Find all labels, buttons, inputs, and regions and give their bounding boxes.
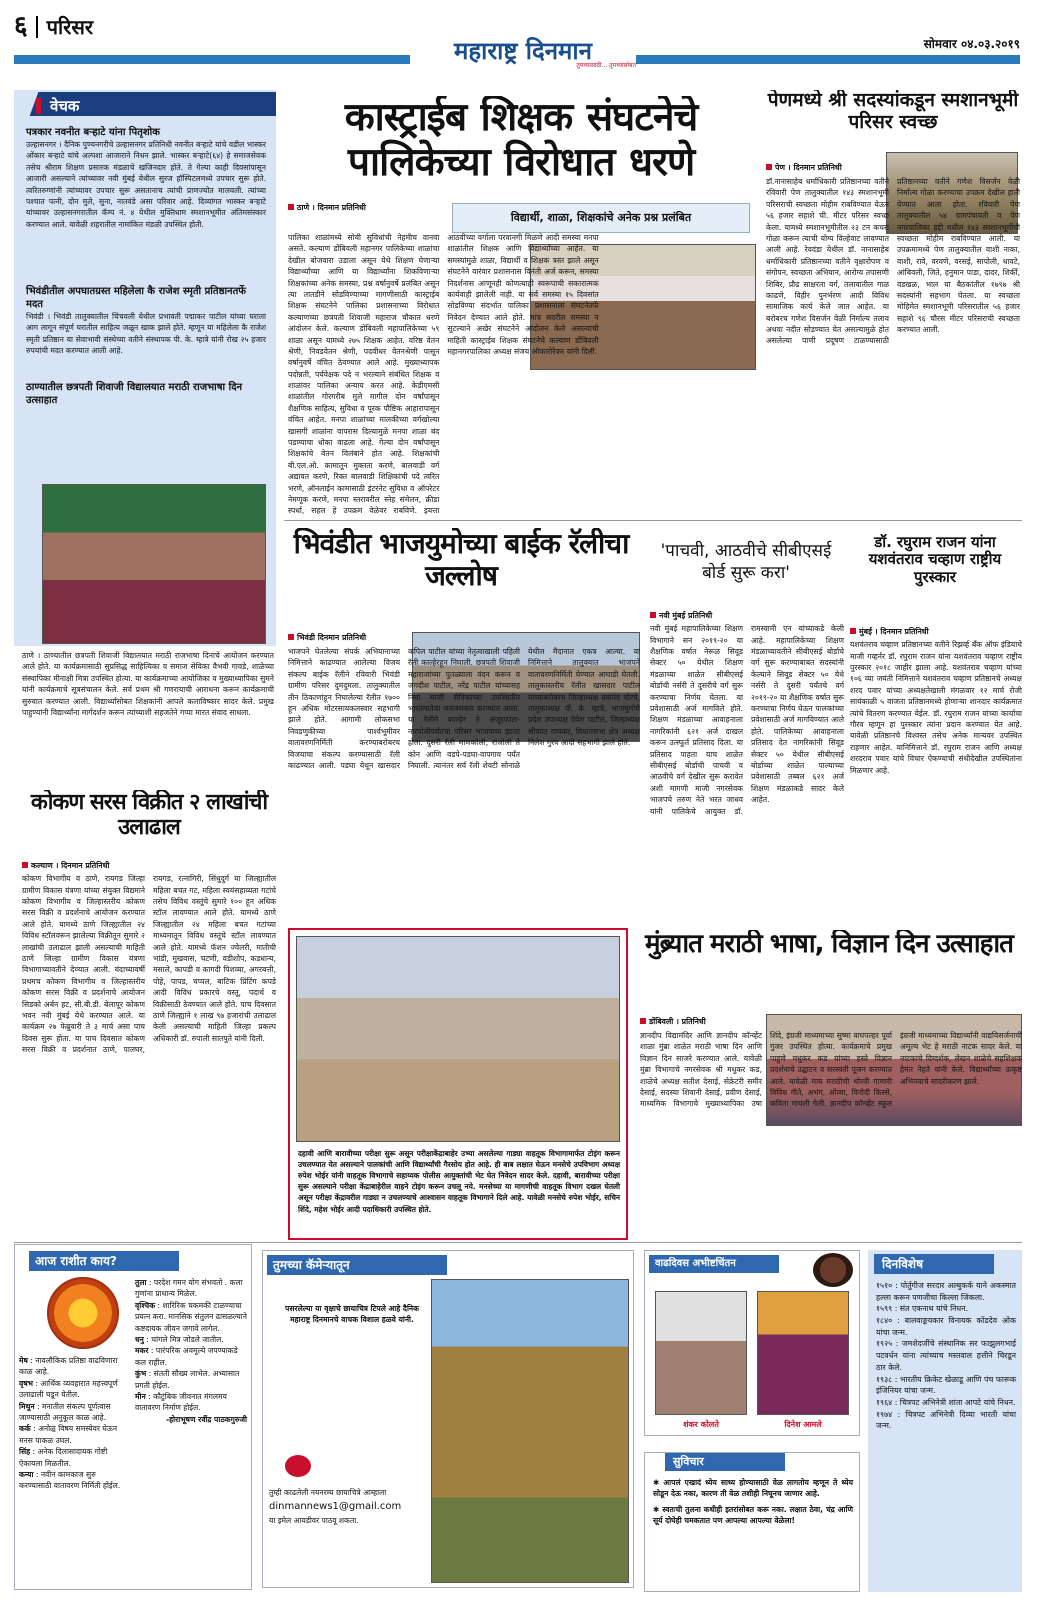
camera-email-link[interactable]: dinmannews1@gmail.com bbox=[269, 1501, 402, 1513]
dateline: पेण । दिनमान प्रतिनिधी bbox=[775, 163, 842, 172]
list-item: १५१० : पोर्तुगीज सरदार अल्बुकर्क याने अकस्मात हल्ला करून पणजीचा किल्ला जिंकला. bbox=[876, 1281, 1016, 1302]
list-item: १९७४ : चित्रपट अभिनेत्री दिव्या भारती यांचा जन्म. bbox=[876, 1409, 1016, 1431]
school-event-photo bbox=[42, 484, 266, 644]
horoscope-col-2: तुला : परदेश गमन योग संभवतो . कला गुणांना प्राधान्य मिळेल. वृश्चिक : शारिरिक चकमकी टाळण्याचा प्रयत्न करा. मानसिक संतुलन ढासळल्याने कष्टदायक जीवन जगावे लागेल. धनु : चांगले मित्र जोडले जातील. मकर : पारंपरिक अवमूल्ये जपण्याकडे कल राहील. कुंभ : संतती सौख्य लाभेल. अभ्यासात प्रगती होईल. मीन : कौटुंबिक जीवनात मंगलमय वातावरण निर्माण होईल. -होराभूषण रवींद्र पाठकगुरुजी bbox=[135, 1278, 247, 1424]
cbse-body: नवी मुंबई महापालिकेच्या शिक्षण विभागाने सन २०१९-२० या शैक्षणिक वर्षात नेरूळ सिवूड सेक्टर ५० येथील शिक्षण मंडळाच्या शाळेत सीबीएसई बोर्डाची नर्सरी ते दुसरीचे वर्ग सुरू करण्याचा निर्णय घेतला. या प्रवेशासाठी अर्ज मागविले होते. शिक्षण मंडळाच्या आवाहनाला नागरिकांनी ६२१ अर्ज दाखल करून उत्स्फूर्त प्रतिसाद दिला. या प्रतिसाद पाहता याच शाळेत सीबीएसई बोर्डाची पाचवी व आठवीचे वर्ग देखील सुरू करावेत अशी मागणी माजी नगरसेवक भाजपचे तरुण नेते भरत जाधव यांनी पालिकेचे आयुक्त डॉ. रामस्वामी एन यांच्याकडे केली आहे. महापालिकेच्या शिक्षण मंडळाच्यावतीने सीबीएसई बोर्डाचे वर्ग सुरू करण्याबाबत सदस्यांनी केल्याने सिवूड सेक्टर ५० येथे नर्सरी ते दुसरी पर्यंतचे वर्ग २०१९-२० या शैक्षणिक वर्षात सुरू करण्याचा निर्णय घेऊन पालकांच्या प्रवेशासाठी अर्ज मागविण्यात आले होते. पालिकेच्या आवाहनाला प्रतिसाद देत नागरिकांनी सिवूड सेक्टर ५० येथील सीबीएसई बोर्डाच्या शाळेत पाल्याच्या प्रवेशासाठी तब्बल ६२१ अर्ज शिक्षण मंडळाकडे सादर केले आहेत. bbox=[650, 624, 844, 816]
news-head: ठाण्यातील छत्रपती शिवाजी विद्यालयात मराठी राजभाषा दिन उत्साहात bbox=[26, 382, 243, 406]
list-item: १८४० : बालवाङ्मयकार विनायक कोंडदेव ओक यांचा जन्म. bbox=[876, 1316, 1016, 1337]
horoscope-col-1: मेष : नावलौकिक प्रतिष्ठा वाढविणारा काळ आहे. वृषभ : आर्थिक व्यवहारात महत्त्वपूर्ण उलाढाली घडून येतील. मिथुन : मनातील संकल्प पूर्णत्वास जाण्यासाठी अनुकूल काळ आहे. कर्क : अनोळ्र विषय समस्येवर घेऊन मनस पाकळ उघल. सिंह : अनेक दिलासादायक गोष्टी ऐकायला मिळतील. कन्या : नवीन कामकाज सुरु करण्यासाठी वातावरण निर्मिती होईल. bbox=[19, 1356, 121, 1491]
list-item: १५९९ : संत एकनाथ यांचे निधन. bbox=[876, 1304, 969, 1314]
zodiac-wheel-icon bbox=[47, 1277, 119, 1349]
konkan-headline: कोकण सरस विक्रीत २ लाखांची उलाढाल bbox=[30, 790, 268, 841]
masthead-logo: महाराष्ट्र दिनमान तुमच्यासाठी... तुमच्यासोबत bbox=[410, 36, 636, 78]
main-headline: कास्ट्राईब शिक्षक संघटनेचे पालिकेच्या विरोधात धरणे bbox=[344, 96, 698, 185]
page-header bbox=[14, 12, 154, 42]
person-photo bbox=[655, 1291, 747, 1415]
mumbra-headline: मुंब्र्यात मराठी भाषा, विज्ञान दिन उत्साहात bbox=[645, 930, 1013, 959]
news-body: ठाणे । ठाण्यातील छत्रपती शिवाजी विद्यालयात मराठी राजभाषा दिनाचे आयोजन करण्यात आले होते. या कार्यक्रमासाठी सुप्रसिद्ध साहित्यिका व समाज सेविका वैभवी गावडे, शाळेच्या संस्थापिका मीनाक्षी मित्रा उपस्थित होत्या. या कार्यक्रमाच्या आयोजिका व मुख्याध्यापिका सुमने यांनी कार्यक्रमाचे सूत्रसंचालन केले. सर्व प्रथम श्री गणरायाची आराधना करून कार्यक्रमाची सुरुवात करण्यात आली. विद्यार्थ्यांसोबत शिक्षकांनी आपले कलाविष्कार सादर केले. प्रमुख पाहुण्यांनी विद्यार्थ्यांना मार्गदर्शन करून त्यांच्याशी सहजतेने गप्पा मारत संवाद साधला. bbox=[22, 651, 274, 717]
thought-box bbox=[644, 1452, 860, 1592]
section-name: परिसर bbox=[46, 15, 94, 39]
birthday-box bbox=[644, 1250, 860, 1436]
person-name: दिनेश आमले bbox=[784, 1420, 822, 1429]
cbse-headline: 'पाचवी, आठवीचे सीबीएसई बोर्ड सुरू करा' bbox=[660, 541, 832, 584]
bhiwandi-headline: भिवंडीत भाजयुमोच्या बाईक रॅलीचा जल्लोष bbox=[293, 528, 629, 593]
pen-headline: पेणमध्ये श्री सदस्यांकडून स्मशानभूमी परिसर स्वच्छ bbox=[767, 90, 1019, 133]
day-events-list bbox=[876, 1280, 1016, 1432]
page-number: ६ bbox=[14, 12, 28, 41]
news-body: उल्हासनगर । दैनिक पुण्यनगरीचे उल्हासनगर प्रतिनिधी नवनीत बऱ्हाटे यांचे वडील भास्कर ओंकार बऱ्हाटे यांचे अल्पशा आजाराने निधन झाले. भास्कर बऱ्हाटे(६४) हे समाजसेवक तसेच श्रीराम शिक्षण प्रसारक मंडळाचे खजिनदार होते. ते गेल्या काही दिवसांपासून आजारी असल्याने त्यांच्यावर नवी मुंबई येथील सुरज हॉस्पिटलमध्ये उपचार सुरू होते. त्वरितरुग्णांनी त्यांच्यावर उपचार सुरू असतानाच त्यांची प्राणज्योत मालवली. त्यांच्या पश्चात पत्नी, दोन मुले, सुना, नातवंडे असा परिवार आहे. दिव्यांगत भास्कर बऱ्हाटे यांच्यावर उल्हासनगरातील कॅम्प नं. ४ येथील मुक्तिधाम स्मशानभूमीत अंतिमसंस्कार करण्यात आले. यावेळी शहरातील नामांकित मंडळी उपस्थित होती. bbox=[26, 140, 266, 229]
news-body: भिवंडी । भिवंडी तालुक्यातील चिंचवली येथील प्रभावती पद्माकर पाटील यांच्या घराला आग लागून संपूर्ण घरातील साहित्य जळून खाक झाले होते. म्हणून या महिलेला कै राजेश स्मृती प्रतिष्ठान या सेवाभावी संस्थेच्या वतीने संस्थापक पी. के. म्हात्रे यांनी रोख २५ हजार रुपयांची मदत करण्यात आली आहे. bbox=[26, 312, 266, 356]
camera-footer: तुम्ही काढलेली नयनरम्य छायाचित्रे आम्हाला dinmannews1@gmail.com या इमेल आयडीवर पाठवू शकता. bbox=[269, 1487, 429, 1527]
person-name: शंकर कोलते bbox=[683, 1420, 719, 1429]
dateline: कल्याण । दिनमान प्रतिनिधी bbox=[31, 861, 110, 870]
mns-photo-caption: दहावी आणि बारावीच्या परीक्षा सुरू असून परीक्षाकेंद्राबाहेर उभ्या असलेल्या गाड्या वाहतूक विभागामार्फत टोइंग करून उचलण्यात येत असल्याने पालकांची आणि विद्यार्थ्यांची गैरसोय होत आहे. ही बाब लक्षात घेऊन मनसेचे उपविभाग अध्यक्ष रुपेश भोईर यांनी वाहतूक विभागाचे सहाय्यक पोलीस आयुक्तांची भेट घेत निवेदन सादर केले. दहावी, बारावीच्या परीक्षा सुरू असल्याने परीक्षा केंद्राबाहेरील वाहने टोइंग करून उचलू नये. मनसेच्या या मागणीची वाहतूक विभाग दखल घेतली असून परीक्षा केंद्रावरील गाड्या न उचलण्याचे आश्वासन वाहतूक विभागाने दिले आहे. यावेळी मनसेचे रुपेश भोईर, सचिन शिंदे, महेश भोईर आदी पदाधिकारी उपस्थित होते. bbox=[298, 1149, 620, 1214]
dateline: भिवंडी दिनमान प्रतिनिधी bbox=[297, 633, 367, 642]
mns-delegation-photo bbox=[296, 936, 620, 1142]
thought-text: ✱ आपलं एखादं ध्येय साध्य होण्यासाठी वेळ लागतोय म्हणून ते ध्येय सोडून देऊ नका, कारण ती वेळ तशीही निघूनच जाणार आहे. ✱ स्वतःची तुलना कधीही इतरांसोबत करू नका. लक्षात ठेवा, चंद्र आणि सूर्य दोघेही चमकतात पण आपल्या आपल्या वेळेला! bbox=[653, 1478, 853, 1526]
dateline: मुंबई । दिनमान प्रतिनिधी bbox=[859, 627, 929, 636]
horoscope-title: आज राशीत काय? bbox=[29, 1251, 179, 1271]
tree-photo bbox=[431, 1279, 629, 1583]
camera-icon bbox=[285, 1455, 311, 1477]
konkan-body: कोकण विभागीय व ठाणे, रायगड जिल्हा ग्रामीण विकास यंत्रणा यांच्या संयुक्त विद्यमाने कोकण विभागीय व जिल्हास्तरीय कोकण सरस विक्री व प्रदर्शनाचे आयोजन करण्यात आले होते. यामध्ये ठाणे जिल्ह्यातील २४ विविध स्टॉलवरून झालेल्या विक्रीतून सुमारे २ लाखांची उलाढाल झाली असल्याची माहिती ठाणे जिल्हा ग्रामीण विकास यंत्रणा विभागाच्यावतीने देण्यात आली. यंदाच्यावर्षी प्रथमच कोकण विभागीय व जिल्हास्तरीय कोकण सरस विक्री व प्रदर्शनाचे आयोजन सिडको अर्बन हट, सी.बी.डी. बेलापूर कोकण भवन नवी मुंबई येथे करण्यात आले. या कार्यक्रम २७ फेब्रुवारी ते ३ मार्च असा पाच दिवस सुरू होता. या पाच दिवसात कोकण सरस विक्री व प्रदर्शनात ठाणे, पालघर, रायगड, रत्नागिरी, सिंधुदुर्ग या जिल्ह्यातील महिला बचत गट, महिला स्वयंसहाय्यता गटांचे तसेच विविध वस्तूंचे सुमारे १०० हून अधिक स्टॉल लावण्यात आले होते. यामध्ये ठाणे जिल्ह्यातील २४ महिला बचत गटांच्या माध्यमातून विविध वस्तूंचे स्टॉल लावण्यात आले होते. यामध्ये फॅशन ज्वेलरी, मातीची भांडी, मुखवास, चटणी, वडीशोप, कडधान्य, मसाले, कापडी व कागदी पिशव्या, अगरबत्ती, पोहे, पापड, चप्पल, बाटिक प्रिंटिंग कपडे आदी विविध प्रकारचे वस्तू, पदार्थ व विक्रीसाठी ठेवण्यात आले होते. पाच दिवसात ठाणे जिल्ह्याने १ लाख ९७ हजारांची उलाढाल केली असल्याची माहिती जिल्हा प्रकल्प अधिकारी डॉ. रुपाली सातपुते यांनी दिली. bbox=[22, 874, 276, 1055]
thought-title: सुविचार bbox=[665, 1453, 785, 1471]
mumbra-body: ज्ञानदीप विद्यामंदिर आणि ज्ञानदीप कॉन्व्हेंट शाळा मुंब्रा शाळेत मराठी भाषा दिन आणि विज्ञान दिन साजरे करण्यात आले. यावेळी मुंब्रा विभागाचे नगरसेवक श्री मधुकर कड, शाळेचे अध्यक्ष सतीश देसाई, सेक्रेटरी समीर देसाई, सदस्या शिवानी देसाई, प्रवीण देसाई, माध्यमिक विभागाचे मुख्याध्यापिका उषा शिंदे, इंग्रजी माध्यमाच्या सुष्मा वाघपल्हर पूर्वा गुजर उपस्थित होत्या. कार्यक्रमाचे प्रमुख पाहुणे मधुकर कड यांच्या हस्ते विज्ञान प्रदर्शनाचे उद्घाटन व सरस्वती पूजन करण्यात आले. यावेळी माय मराठीची थोरवी गाणारी विविध गीते, अभंग, ओव्या, विनोदी किस्से, कविता गायली गेली. ज्ञानदीप कॉन्व्हेंट स्कूल इंग्रजी माध्यमाच्या विद्यार्थ्यांनी वाद्यविसर्जनाची अमूल्य भेट हे मराठी नाटक सादर केले. या नाटकाचे दिग्दर्शक, लेखन शाळेचे सहशिक्षक हेमंत नेहते यांनी केले. विद्यार्थ्यांच्या उत्कृष्ट अभिनयाचे सादरीकरण झाले. bbox=[640, 1031, 1022, 1109]
news-head: भिवंडीतील अपघातग्रस्त महिलेला कै राजेश स्मृती प्रतिष्ठानतर्फे मदत bbox=[26, 286, 247, 310]
issue-date: सोमवार ०४.०३.२०१९ bbox=[923, 37, 1020, 51]
day-events-title: दिनविशेष bbox=[874, 1254, 994, 1274]
reader-camera-box bbox=[262, 1250, 634, 1588]
main-subhead: विद्यार्थी, शाळा, शिक्षकांचे अनेक प्रश्न प्रलंबित bbox=[452, 203, 750, 233]
horoscope-box bbox=[14, 1244, 252, 1590]
birthday-title: वाढदिवस अभीष्टचिंतन bbox=[649, 1255, 779, 1273]
rajan-headline: डॉ. रघुराम राजन यांना यशवंतराव चव्हाण राष्ट्रीय पुरस्कार bbox=[868, 534, 1002, 586]
rajan-body: यशवंतराव चव्हाण प्रतिष्ठानच्या वतीने रिझर्व्ह बँक ऑफ इंडियाचे माजी गव्हर्नर डॉ. रघुराम राजन यांना यशवंतराव चव्हाण राष्ट्रीय पुरस्कार २०१८ जाहीर झाला आहे. यशवंतराव चव्हाण यांच्या १०६ व्या जयंती निमित्ताने यशवंतराव चव्हाण प्रतिष्ठानचे अध्यक्ष शरद पवार यांच्या अध्यक्षतेखाली मंगळवार १२ मार्च रोजी सायंकाळी ५ वाजता प्रतिष्ठानमध्ये होणाऱ्या शानदार कार्यक्रमात त्यांचे वितरण करण्यात येईल. डॉ. रघुराम राजन यांच्या कार्याचा गौरव म्हणून हा पुरस्कार त्यांना प्रदान करण्यात येत आहे. यावेळी प्रतिष्ठानचे विश्वस्त तसेच अनेक मान्यवर उपस्थित राहणार आहेत. यानिमित्ताने डॉ. रघुराम राजन आणि अध्यक्ष शरदराव पवार यांचे विचार ऐकण्याची संधीदेखील उपस्थितांना मिळणार आहे. bbox=[850, 640, 1022, 775]
dateline: नवी मुंबई प्रतिनिधी bbox=[659, 611, 713, 620]
camera-title: तुमच्या कॅमेऱ्यातून bbox=[267, 1255, 447, 1275]
bhiwandi-body: भाजपने घेतलेल्या संपर्क अभियानाच्या निमित्ताने काढण्यात आलेल्या विजय संकल्प बाईक रॅलीने रविवारी भिवंडी ग्रामीण परिसर दुमदुमला. तालुक्यातील तीन ठिकाणांहून निघालेल्या रॅलीत १७०० हून अधिक मोटरसायकलस्वार सहभागी झाले होते. आगामी लोकसभा निवडणुकीच्या पार्श्वभूमीवर वातावरणनिर्मिती करण्याबरोबरच विजयाचा संकल्प करण्यासाठी रॅली काढण्यात आली. पडघा येथून खासदार कपिल पाटील यांच्या नेतृत्वाखाली पहिली रॅली काल्हेरहून निघाली. छत्रपती शिवाजी महाराजांच्या पुतळ्याला वंदन करून व जगदीश पाटील, नरेंद्र पाटील यांच्यासह निघा माजी सैनिकांच्या उपस्थितीत भारतमातेचा जयजयकार करण्यात आला. या रॅलीने काल्हेर ते अंजूरफाटा-नारपोलीपर्यंतचा परिसर भाजपमय झाला होता. दुसरी रॅली माणकोली, रांजोली ते कोन आणि वडपे-पडघा-वापगाव पर्यंत निघाली. त्यानंतर सर्व रॅली शेवटी सोनाळे येथील मैदानात एकत्र आल्या. या निमित्ताने तालुक्यात भाजपने वातावरणनिर्मिती घेण्यात आघाडी घेतली. तालुकास्तरीय रॅलीत खासदार पाटील यांच्याबरोबरच जिल्हाध्यक्ष दयानंद चोरघे, तालुकाध्यक्ष पी. के. म्हात्रे, भाजयुमोचे प्रदेश उपाध्यक्ष देवेश पाटील, जिल्हाध्यक्ष श्रीकांत गायकर, विधानसभा क्षेत्र अध्यक्ष निलेश गुरव आदी सहभागी झाले होते. bbox=[288, 647, 640, 770]
dateline: ठाणे । दिनमान प्रतिनिधी bbox=[297, 203, 366, 212]
news-head: पत्रकार नवनीत बऱ्हाटे यांना पितृशोक bbox=[26, 127, 160, 138]
dateline: डोंबिवली । प्रतिनिधी bbox=[649, 1017, 706, 1026]
pen-body: डॉ.नानासाहेब धर्माधिकारी प्रतिष्ठानच्या वतीने रविवारी पेण तालुक्यातील १४३ स्मशानभूमी परिसराची स्वच्छता मोहीम राबविण्यात येऊन ५६ हजार सहाशे ची. मीटर परिसर स्वच्छ केला. यामध्ये स्मशानभूमीतील २३ टन कचरा गोळा करून त्याची योग्य विल्हेवाट लावण्यात आली आहे. रेवदंडा येथील डॉ. नानासाहेब धर्माधिकारी प्रतिष्ठानच्या वतीने वृक्षारोपण व संगोपन, स्वच्छता अभियान, आरोग्य तपासणी शिबिर, प्रौढ साक्षरता वर्ग, तलावातील गाळ काढणे, विहीर पुनर्भरण आदी विविध सामाजिक कार्य केले जात आहेत. या बरोबरच गणेश विसर्जन वेळी निर्माल्य तलाव अथवा नदीत सोडण्यात येत असल्यामुळे होत असलेल्या पाणी प्रदूषण टाळण्यासाठी प्रतिष्ठानच्या वतीने गणेश विसर्जन वेळी निर्माल्य गोळा करण्याचा उपक्रम देखील हाती घेण्यात आला होता. रविवारी पेण तालुक्यातील ५४ ग्रामपंचायती व पेण नगरपालिका हद्दी मधील १४३ स्मशानभूमींची स्वच्छता मोहीम राबविण्यात आली. या उपक्रमामध्ये पेण तालुक्यातील वाशी नाका, वाशी, रावे, वरवणे, वरसई, सापोली, धावटे, आंबिवली, जिते, हनुमान पाडा, दादर, शिर्की, वडखळ, भाल या बैठकांतील १७९७ श्री सदस्यांनी सहभाग घेतला. या स्वच्छता मोहिमेत स्मशानभूमी परिसरातील ५६ हजार सहाशे ९६ चौरस मीटर परिसराची स्वच्छता करण्यात आली. bbox=[766, 177, 1020, 346]
list-item: १९६४ : चित्रपट अभिनेत्री शांता आपटे यांचे निधन. bbox=[876, 1397, 1016, 1407]
list-item: १९३८ : भारतीय क्रिकेट खेळाडू आणि पंच फारूक इंजिनियर यांचा जन्म. bbox=[876, 1374, 1016, 1396]
mns-photo-box bbox=[288, 928, 628, 1240]
main-body: पालिका शाळांमध्ये सोयी सुविधांची नेहमीच वानवा असते. कल्याण डोंबिवली महानगर पालिकेच्या शाळांचा देखील बोजवारा उडाला असून येथे शिक्षण घेणाऱ्या विद्यार्थ्यांच्या आणि या विद्यार्थ्यांना शिकविणाऱ्या शिक्षकांच्या अनेक समस्या, प्रश्न वर्षानुवर्षे प्रलंबित असून त्या तातडीने सोडविण्याच्या मागणीसाठी कास्ट्राईब शिक्षक संघटनेने पालिका प्रशासनाच्या विरोधात कल्याणच्या छत्रपती शिवाजी महाराज चौकात धरणे आंदोलन केले. कल्याण डोंबिवली महापालिकेच्या ५९ शाळा असून यामध्ये २७५ शिक्षक आहेत. वरिष्ठ वेतन श्रेणी, निवडवेतन श्रेणी, पदवीधर वेतनश्रेणी पासून वर्षानुवर्षे वंचित ठेवण्यात आले आहे. मुख्याध्यापक पदोन्नती, पर्यवेक्षक पदे न भरल्याने संबंधित शिक्षक व शाळांवर पालिका अन्याय करत आहे. केडीएमसी शाळांतील गोरगरीब मुले मागील दोन वर्षांपासून शैक्षणिक साहित्य, सुविधा व पूरक पौष्टिक आहारापासून वंचित आहेत. मनपा शाळांच्या मालकीच्या वर्गखोल्या खासगी शाळांना वापरास दिल्यामुळे मनपा शाळा बंद पडण्याचा धोका वाढला आहे. गेल्या दोन वर्षांपासून शिक्षकांचे वेतन विलंबाने होत आहे. शिक्षकांची बी.एल.ओ. कामातून मुक्तता करणे, बालवाडी वर्ग अद्यावत करणे, रिक्त बालवाडी शिक्षिकांची पदे त्वरित भरणे, ऑनलाईन कामासाठी इंटरनेट सुविधा व ऑपरेटर नेमणूक करणे, मनपा स्तरावरील स्नेह संमेलन, क्रीडा स्पर्धा, सहल हे उपक्रम वेळेवर राबविणे. इयत्ता आठवीच्या वर्गाला परवानगी मिळणे आदी समस्या मनपा शाळांतील शिक्षक आणि विद्यार्थ्यांच्या आहेत. या समस्यांमुळे शाळा, विद्यार्थी व शिक्षक त्रस्त झाले असून संघटनेने वारंवार प्रशासनास विनंती अर्ज करून, समस्या निदर्शनास आणूनही कोणत्याही स्वरूपाची सकारात्मक कार्यवाही झालेली नाही. या सर्व समस्या १५ दिवसांत सोडविण्या संदर्भात पालिका प्रशासनाला संघटनेतर्फे निवेदन देण्यात आले होते. मात्र सदरील समस्या न सुटल्याने अखेर संघटनेने आंदोलन केले असल्याची माहिती कास्ट्राईब शिक्षक संघटनेचे कल्याण डोंबिवली महानगरपालिका अध्यक्ष संजय ऑकारोरेकर यांनी दिली. bbox=[288, 233, 599, 516]
vechak-title: वेचक bbox=[50, 97, 80, 115]
day-events-box bbox=[868, 1250, 1022, 1592]
person-photo bbox=[757, 1291, 849, 1415]
list-item: १९२५ : जमशेदजींचे संस्थानिक सर फाझुलगभाई पटवर्धन यांना त्यांच्याच मस्तवाल हत्तीने चिरडून ठार केले. bbox=[876, 1339, 1016, 1372]
vechak-box bbox=[14, 90, 276, 646]
camera-caption: पसरलेल्या या वृक्षाचे छायाचित्र टिपले आहे दैनिक महाराष्ट्र दिनमानचे वाचक विशाल हळवे यांनी. bbox=[285, 1304, 419, 1325]
horoscope-author: -होराभूषण रवींद्र पाठकगुरुजी bbox=[166, 1414, 247, 1424]
cake-icon bbox=[813, 1253, 853, 1287]
